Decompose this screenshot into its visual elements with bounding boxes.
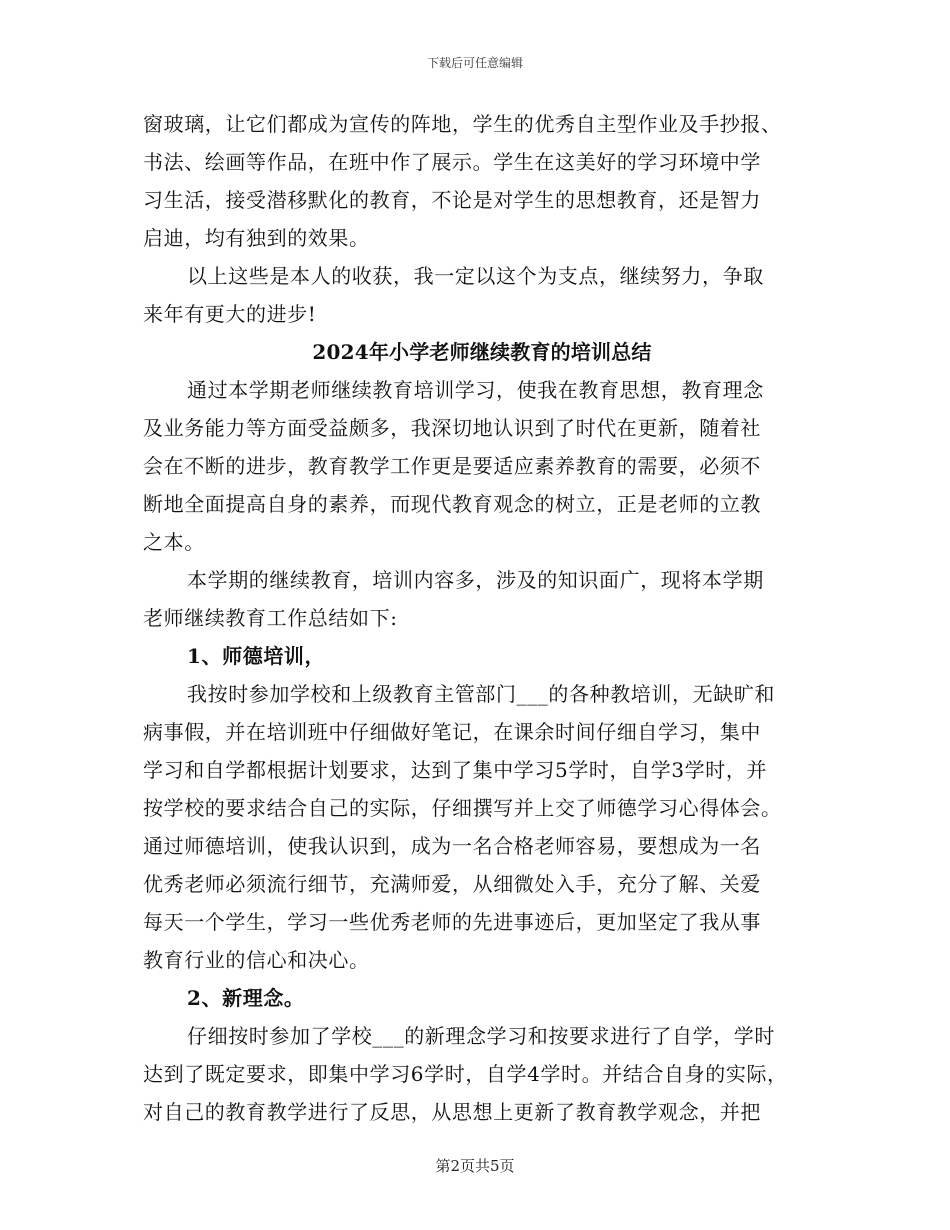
page-header: 下载后可任意编辑 [426, 56, 523, 70]
paragraph-start: 仔细按时参加了学校___的新理念学习和按要求进行了自学，学时 [187, 1024, 775, 1048]
body-line: 按学校的要求结合自己的实际，仔细撰写并上交了师德学习心得体会。 [143, 796, 782, 820]
body-line: 达到了既定要求，即集中学习6学时，自学4学时。并结合自身的实际， [143, 1062, 788, 1086]
body-line: 通过师德培训，使我认识到，成为一名合格老师容易，要想成为一名 [143, 834, 761, 858]
body-line: 窗玻璃，让它们都成为宣传的阵地，学生的优秀自主型作业及手抄报、 [143, 112, 782, 136]
body-line: 习生活，接受潜移默化的教育，不论是对学生的思想教育，还是智力 [143, 188, 761, 212]
body-line: 来年有更大的进步! [143, 302, 317, 326]
body-line: 病事假，并在培训班中仔细做好笔记，在课余时间仔细自学习，集中 [143, 720, 761, 744]
body-line: 教育行业的信心和决心。 [143, 948, 370, 972]
body-line: 优秀老师必须流行细节，充满师爱，从细微处入手，充分了解、关爱 [143, 872, 761, 896]
paragraph-start: 我按时参加学校和上级教育主管部门___的各种教培训，无缺旷和 [187, 682, 775, 706]
page-number: 第2页共5页 [435, 1157, 515, 1175]
body-line: 及业务能力等方面受益颇多，我深切地认识到了时代在更新，随着社 [143, 416, 761, 440]
body-line: 老师继续教育工作总结如下: [143, 606, 398, 630]
body-line: 会在不断的进步，教育教学工作更是要适应素养教育的需要，必须不 [143, 454, 761, 478]
body-line: 书法、绘画等作品，在班中作了展示。学生在这美好的学习环境中学 [143, 150, 761, 174]
body-line: 之本。 [143, 530, 205, 554]
body-line: 每天一个学生，学习一些优秀老师的先进事迹后，更加坚定了我从事 [143, 910, 761, 934]
body-line: 对自己的教育教学进行了反思，从思想上更新了教育教学观念，并把 [143, 1100, 761, 1124]
subheading-ethics: 1、师德培训， [187, 644, 326, 668]
section-title: 2024年小学老师继续教育的培训总结 [312, 340, 652, 364]
document-body [143, 105, 811, 1131]
subheading-new-ideas: 2、新理念。 [187, 986, 305, 1010]
paragraph-start: 通过本学期老师继续教育培训学习，使我在教育思想，教育理念 [187, 378, 764, 402]
paragraph-start: 本学期的继续教育，培训内容多，涉及的知识面广，现将本学期 [187, 568, 764, 592]
paragraph-start: 以上这些是本人的收获，我一定以这个为支点，继续努力，争取 [187, 264, 764, 288]
body-line: 学习和自学都根据计划要求，达到了集中学习5学时，自学3学时，并 [143, 758, 768, 782]
body-line: 启迪，均有独到的效果。 [143, 226, 370, 250]
body-line: 断地全面提高自身的素养，而现代教育观念的树立，正是老师的立教 [143, 492, 761, 516]
